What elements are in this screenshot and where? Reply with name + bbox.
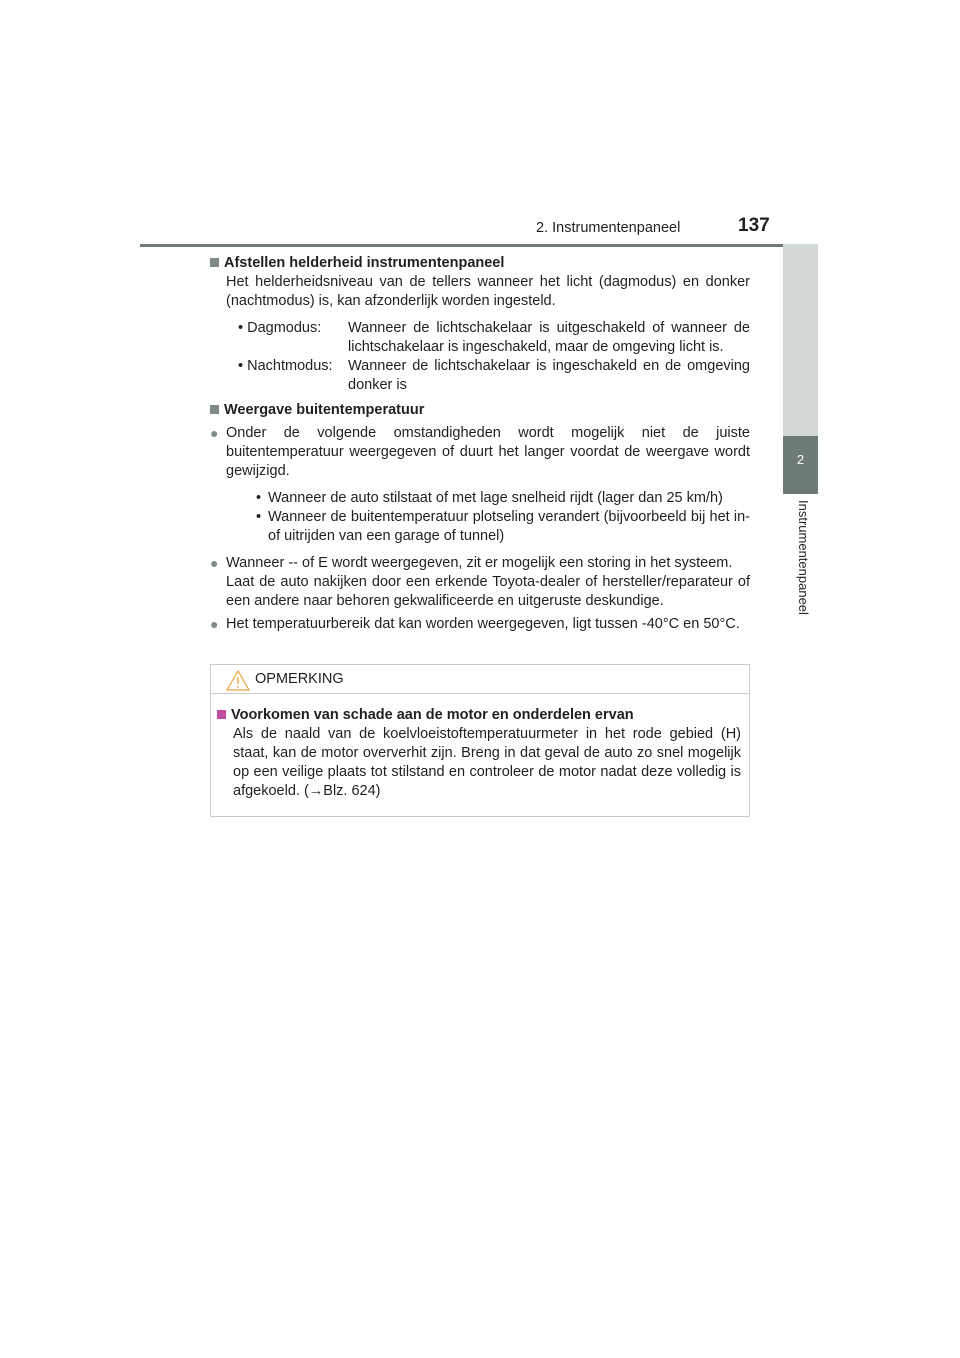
notice-box bbox=[210, 664, 750, 817]
mode-item bbox=[238, 319, 750, 357]
mode-description: Wanneer de lichtschakelaar is ingeschakeld en de omgeving donker is bbox=[348, 358, 750, 393]
bullet-dot-icon: ● bbox=[210, 616, 219, 632]
bullet-text: Het temperatuurbereik dat kan worden weergegeven, ligt tussen -40°C en 50°C. bbox=[226, 616, 740, 632]
mode-term: • Dagmodus: bbox=[238, 319, 348, 357]
header-rule bbox=[140, 244, 818, 247]
bullet-dot-icon: ● bbox=[210, 425, 219, 441]
bullet-text: Laat de auto nakijken door een erkende Toyota-dealer of hersteller/reparateur of een andere naar behoren gekwalificeerde en uitgeruste deskundige. bbox=[226, 574, 750, 609]
mode-term: • Nachtmodus: bbox=[238, 357, 348, 395]
warning-triangle-icon bbox=[226, 670, 250, 691]
intro-paragraph: Het helderheidsniveau van de tellers wanneer het licht (dagmodus) en donker (nachtmodus) is, kan afzonderlijk worden ingesteld. bbox=[226, 274, 750, 309]
notice-title: OPMERKING bbox=[255, 671, 344, 687]
mode-list bbox=[238, 319, 750, 395]
mode-description: Wanneer de lichtschakelaar is uitgeschakeld of wanneer de lichtschakelaar is ingeschakeld, maar de omgeving licht is. bbox=[348, 320, 750, 355]
notice-heading: Voorkomen van schade aan de motor en onderdelen ervan bbox=[217, 706, 741, 725]
square-marker-icon bbox=[217, 710, 226, 719]
bullet-dot-icon: ● bbox=[210, 555, 219, 571]
side-tab-background bbox=[783, 244, 818, 436]
section-heading: Weergave buitentemperatuur bbox=[210, 401, 750, 420]
section-title: 2. Instrumentenpaneel bbox=[536, 220, 681, 236]
mode-item bbox=[238, 357, 750, 395]
section-heading: Afstellen helderheid instrumentenpaneel bbox=[210, 254, 750, 273]
square-marker-icon bbox=[210, 405, 219, 414]
bullet-item bbox=[210, 424, 750, 550]
sub-list bbox=[256, 489, 750, 546]
sub-item: • Wanneer de auto stilstaat of met lage snelheid rijdt (lager dan 25 km/h) bbox=[256, 490, 723, 506]
square-marker-icon bbox=[210, 258, 219, 267]
bullet-item bbox=[210, 615, 750, 634]
bullet-text: Onder de volgende omstandigheden wordt mogelijk niet de juiste buitentemperatuur weergegeven of duurt het langer voordat de weergave wordt gewijzigd. bbox=[226, 425, 750, 479]
sub-item: • Wanneer de buitentemperatuur plotseling verandert (bijvoorbeeld bij het in- of uitrijden van een garage of tunnel) bbox=[256, 509, 750, 544]
page-number: 137 bbox=[738, 215, 770, 236]
chapter-tab bbox=[783, 436, 818, 494]
main-content bbox=[210, 254, 750, 634]
chapter-number: 2 bbox=[796, 452, 805, 467]
notice-header bbox=[211, 665, 749, 694]
bullet-item bbox=[210, 554, 750, 611]
notice-body bbox=[211, 694, 749, 801]
chapter-label: Instrumentenpaneel bbox=[796, 500, 811, 615]
bullet-text: Wanneer -- of E wordt weergegeven, zit er mogelijk een storing in het systeem. bbox=[226, 555, 733, 571]
notice-text: Als de naald van de koelvloeistoftemperatuurmeter in het rode gebied (H) staat, kan de motor oververhit zijn. Breng in dat geval de auto zo snel mogelijk op een veilige plaats tot stilstand en controleer de motor nadat deze volledig is afgekoeld. (→Blz. 624) bbox=[233, 726, 741, 799]
